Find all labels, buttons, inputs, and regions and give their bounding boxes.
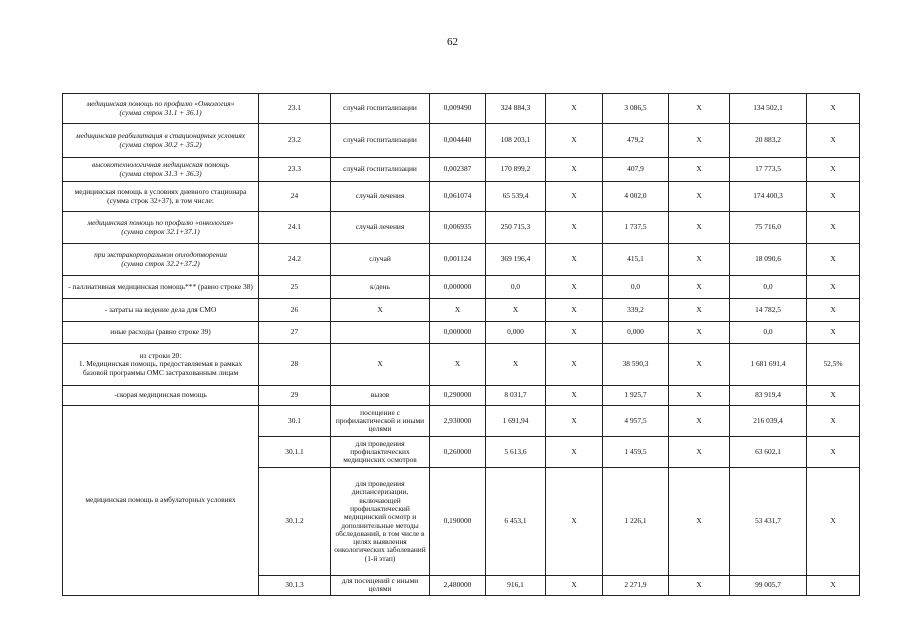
cell: X [546,94,603,124]
row-unit: к/день [331,276,430,299]
cell: 53 431,7 [730,468,807,576]
row-name: медицинская помощь по профилю «Онкология» (сумма строк 31.1 + 36.1) [63,94,259,124]
cell: X [669,182,730,212]
row-code: 27 [259,322,331,344]
cell: 0,006935 [430,212,486,244]
cell: X [807,182,860,212]
cell: 324 884,3 [486,94,546,124]
cell: X [807,158,860,182]
cell: 2,930000 [430,406,486,437]
table-row [63,299,860,322]
cell: 63 602,1 [730,437,807,468]
table-row [63,406,860,437]
table-row [63,124,860,158]
table-row [63,322,860,344]
cell: X [807,576,860,596]
cell: X [669,158,730,182]
cell: 99 005,7 [730,576,807,596]
row-name: медицинская помощь по профилю «онкология» (сумма строк 32.1+37.1) [63,212,259,244]
cell: X [486,344,546,386]
cell: X [807,94,860,124]
cell: 407,9 [603,158,669,182]
cell: X [546,468,603,576]
table-row [63,158,860,182]
cell: 0,000000 [430,322,486,344]
cell: X [669,124,730,158]
cell: 0,061074 [430,182,486,212]
cell: X [546,576,603,596]
cell: 479,2 [603,124,669,158]
row-unit: случай лечения [331,182,430,212]
cell: 0,009490 [430,94,486,124]
row-code: 30.1 [259,406,331,437]
cell: X [669,94,730,124]
table-row [63,276,860,299]
cell: X [546,244,603,276]
cell: X [807,212,860,244]
cell: 1 691,94 [486,406,546,437]
table-row [63,94,860,124]
row-code: 24.2 [259,244,331,276]
row-name: иные расходы (равно строке 39) [63,322,259,344]
cell: X [669,386,730,406]
table-row [63,344,860,386]
cell: X [546,386,603,406]
cell: 339,2 [603,299,669,322]
cell: 0,0 [486,276,546,299]
cell: X [807,124,860,158]
row-code: 23.2 [259,124,331,158]
cell: X [546,344,603,386]
cell: X [807,386,860,406]
cell: 5 613,6 [486,437,546,468]
row-code: 23.1 [259,94,331,124]
row-unit: для посещений с иными целями [331,576,430,596]
table-body [63,94,860,596]
cell: 216 039,4 [730,406,807,437]
row-unit: случай госпитализации [331,158,430,182]
cell: X [430,299,486,322]
row-code: 23.3 [259,158,331,182]
cell: 1 925,7 [603,386,669,406]
cell: 0,0 [730,276,807,299]
cell: 1 226,1 [603,468,669,576]
row-code: 24 [259,182,331,212]
row-unit [331,322,430,344]
cell: X [546,124,603,158]
cell: 4 957,5 [603,406,669,437]
cell: X [669,576,730,596]
cell: 1 681 691,4 [730,344,807,386]
cell: X [546,182,603,212]
cell: X [546,212,603,244]
row-unit: для проведения диспансеризации, включающей профилактический медицинский осмотр и дополнительные методы обследований, в том числе в целях выявления онкологических заболеваний (1-й этап) [331,468,430,576]
row-unit: вызов [331,386,430,406]
row-code: 30.1.3 [259,576,331,596]
cell: X [546,322,603,344]
cell: 14 782,5 [730,299,807,322]
table-row [63,386,860,406]
cell: X [807,299,860,322]
row-code: 26 [259,299,331,322]
row-name: медицинская реабилитация в стационарных условиях (сумма строк 30.2 + 35.2) [63,124,259,158]
cell: X [669,437,730,468]
row-code: 30.1.2 [259,468,331,576]
cell: 0,260000 [430,437,486,468]
cell: X [807,244,860,276]
cell: 38 590,3 [603,344,669,386]
row-unit: X [331,299,430,322]
ambulatory-name: медицинская помощь в амбулаторных условиях [63,406,259,596]
cell: X [669,299,730,322]
row-name: медицинская помощь в условиях дневного стационара (сумма строк 32+37), в том числе: [63,182,259,212]
cell: X [807,468,860,576]
cell: 0,004440 [430,124,486,158]
row-unit: случай [331,244,430,276]
row-unit: посещение с профилактической и иными целями [331,406,430,437]
cell: 20 883,2 [730,124,807,158]
cell: 0,000 [486,322,546,344]
cell: 916,1 [486,576,546,596]
cell: X [486,299,546,322]
cell: 18 090,6 [730,244,807,276]
cell: 0,290000 [430,386,486,406]
table-row [63,244,860,276]
cell: 369 196,4 [486,244,546,276]
cell: 134 502,1 [730,94,807,124]
cell: X [807,437,860,468]
page-number: 62 [447,36,458,48]
cell: X [546,299,603,322]
row-code: 29 [259,386,331,406]
cell: 8 031,7 [486,386,546,406]
row-code: 30.1.1 [259,437,331,468]
cell: 52,5% [807,344,860,386]
cell: 4 002,0 [603,182,669,212]
cell: X [546,437,603,468]
table-row [63,212,860,244]
row-code: 25 [259,276,331,299]
cell: 415,1 [603,244,669,276]
cell: 0,000000 [430,276,486,299]
row-code: 24.1 [259,212,331,244]
cell: 2 271,9 [603,576,669,596]
cell: X [807,322,860,344]
cell: 17 773,5 [730,158,807,182]
cell: 1 459,5 [603,437,669,468]
cell: 0,002387 [430,158,486,182]
cell: 3 086,5 [603,94,669,124]
cell: 108 203,1 [486,124,546,158]
cell: X [669,322,730,344]
cell: X [669,468,730,576]
row-unit: случай госпитализации [331,124,430,158]
row-name: - затраты на ведение дела для СМО [63,299,259,322]
cell: 250 715,3 [486,212,546,244]
cell: X [669,244,730,276]
cell: X [546,158,603,182]
row-unit: X [331,344,430,386]
row-name: -скорая медицинская помощь [63,386,259,406]
cell: 1 737,5 [603,212,669,244]
cell: X [669,212,730,244]
row-name: высокотехнологичная медицинская помощь (сумма строк 31.3 + 36.3) [63,158,259,182]
row-unit: для проведения профилактических медицинских осмотров [331,437,430,468]
cell: X [669,344,730,386]
cell: 174 400,3 [730,182,807,212]
row-unit: случай госпитализации [331,94,430,124]
cell: 6 453,1 [486,468,546,576]
cell: 0,190000 [430,468,486,576]
cell: X [807,406,860,437]
row-code: 28 [259,344,331,386]
row-name: - паллиативная медицинская помощь*** (равно строке 38) [63,276,259,299]
cell: X [807,276,860,299]
cell: X [669,406,730,437]
cell: X [546,276,603,299]
financial-table [62,93,860,596]
cell: 0,001124 [430,244,486,276]
cell: 0,0 [730,322,807,344]
cell: 0,000 [603,322,669,344]
cell: X [669,276,730,299]
cell: 2,480000 [430,576,486,596]
table-row [63,182,860,212]
cell: 83 919,4 [730,386,807,406]
row-name: из строки 20: 1. Медицинская помощь, предоставляемая в рамках базовой программы ОМС застрахованным лицам [63,344,259,386]
row-unit: случай лечения [331,212,430,244]
cell: 0,0 [603,276,669,299]
cell: X [430,344,486,386]
cell: X [546,406,603,437]
cell: 65 539,4 [486,182,546,212]
cell: 75 716,0 [730,212,807,244]
row-name: при экстракорпоральном оплодотворении (сумма строк 32.2+37.2) [63,244,259,276]
cell: 170 899,2 [486,158,546,182]
